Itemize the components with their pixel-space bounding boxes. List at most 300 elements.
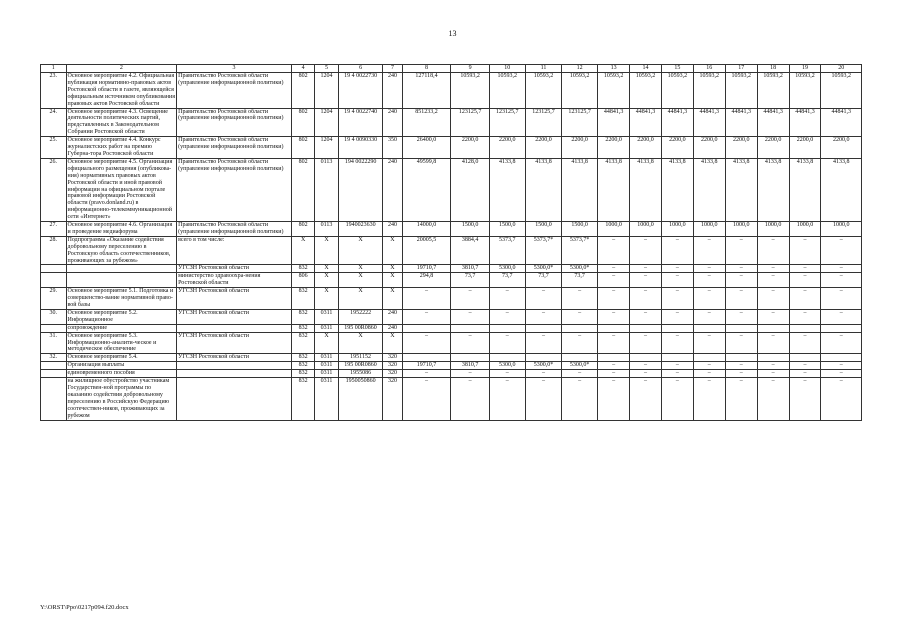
- table-cell: –: [693, 362, 725, 370]
- table-cell: 832: [291, 288, 314, 310]
- table-cell: 4128,0: [451, 158, 489, 221]
- table-row: [41, 378, 862, 420]
- table-cell: 10593,2: [821, 73, 862, 109]
- table-cell: 320: [383, 354, 402, 362]
- table-cell: –: [451, 288, 489, 310]
- table-cell: сопровождение: [66, 324, 177, 332]
- table-cell: 832: [291, 265, 314, 273]
- table-cell: 25.: [41, 137, 67, 159]
- table-row: [41, 236, 862, 265]
- table-cell: 14000,0: [402, 222, 451, 237]
- table-cell: 1500,0: [451, 222, 489, 237]
- table-cell: –: [598, 265, 630, 273]
- table-row: [41, 332, 862, 354]
- table-cell: 1000,0: [693, 222, 725, 237]
- table-cell: [41, 265, 67, 273]
- table-cell: –: [693, 309, 725, 324]
- table-cell: [693, 324, 725, 332]
- table-cell: Основное мероприятие 5.3. Информационно-аналити-ческое и методическое обеспечение: [66, 332, 177, 354]
- table-cell: 30.: [41, 309, 67, 324]
- table-row: [41, 309, 862, 324]
- table-cell: 2200,0: [489, 137, 525, 159]
- program-table: [40, 64, 862, 421]
- table-cell: 2200,0: [725, 137, 757, 159]
- table-cell: –: [489, 370, 525, 378]
- table-cell: 1000,0: [821, 222, 862, 237]
- table-cell: X: [383, 236, 402, 265]
- table-cell: –: [821, 236, 862, 265]
- table-cell: 1000,0: [661, 222, 693, 237]
- table-cell: Подпрограмма «Оказание содействия добровольному переселению в Ростовскую область соотечественников, проживающих за рубежом»: [66, 236, 177, 265]
- table-cell: 5300,0*: [562, 362, 598, 370]
- table-cell: 4133,8: [789, 158, 821, 221]
- table-cell: Основное мероприятие 4.5. Организация официального размещения (опубликова-ния) нормативных правовых актов Ростовской области и иной правовой информации на официальном портале правовой информации Ростовской области (pravo.donland.ru) в информационно-телекоммуникационной сети «Интернет»: [66, 158, 177, 221]
- table-cell: 4133,8: [821, 158, 862, 221]
- table-cell: 4133,8: [757, 158, 789, 221]
- table-cell: [630, 324, 662, 332]
- table-cell: 802: [291, 137, 314, 159]
- table-cell: Правительство Ростовской области (управление информационной политики): [177, 222, 292, 237]
- table-cell: УГСЗН Ростовской области: [177, 309, 292, 324]
- table-cell: –: [725, 265, 757, 273]
- table-cell: 802: [291, 108, 314, 137]
- table-cell: –: [789, 370, 821, 378]
- table-cell: –: [630, 332, 662, 354]
- table-cell: 123125,7: [562, 108, 598, 137]
- table-cell: 73,7: [489, 273, 525, 288]
- table-cell: –: [562, 309, 598, 324]
- table-cell: 32.: [41, 354, 67, 362]
- table-cell: 240: [383, 222, 402, 237]
- table-cell: 73,7: [451, 273, 489, 288]
- table-cell: 24.: [41, 108, 67, 137]
- table-cell: 2200,0: [821, 137, 862, 159]
- table-cell: –: [525, 332, 561, 354]
- table-cell: Правительство Ростовской области (управление информационной политики): [177, 137, 292, 159]
- table-cell: –: [757, 273, 789, 288]
- table-cell: –: [757, 370, 789, 378]
- table-cell: Основное мероприятие 4.2. Официальная публикация нормативно-правовых актов Ростовской области в газете, являющейся официальным источником опубликования правовых актов Ростовской области: [67, 73, 175, 107]
- table-cell: 127118,4: [402, 73, 451, 109]
- table-cell: 123125,7: [489, 108, 525, 137]
- table-cell: 2200,0: [562, 137, 598, 159]
- table-cell: [562, 324, 598, 332]
- table-cell: [451, 324, 489, 332]
- table-cell: –: [630, 378, 662, 420]
- table-cell: –: [661, 332, 693, 354]
- file-path-footer: Y:\ORST\Ppo\0217p094.f20.docx: [40, 604, 129, 611]
- column-number-7: 7: [383, 65, 402, 73]
- table-cell: 832: [291, 324, 314, 332]
- table-cell: –: [757, 332, 789, 354]
- table-cell: единовременного пособия: [66, 370, 177, 378]
- table-cell: 10593,2: [661, 73, 693, 109]
- table-cell: –: [693, 370, 725, 378]
- table-row: [41, 362, 862, 370]
- table-cell: 28.: [41, 236, 67, 265]
- table-cell: 1000,0: [757, 222, 789, 237]
- column-number-12: 12: [562, 65, 598, 73]
- table-cell: 320: [383, 378, 402, 420]
- table-cell: –: [821, 332, 862, 354]
- table-cell: [661, 324, 693, 332]
- table-cell: –: [489, 378, 525, 420]
- table-cell: –: [661, 288, 693, 310]
- column-number-9: 9: [451, 65, 489, 73]
- table-cell: –: [661, 362, 693, 370]
- column-number-3: 3: [177, 65, 292, 73]
- table-cell: 1951152: [338, 354, 383, 362]
- table-cell: –: [630, 236, 662, 265]
- table-cell: –: [757, 288, 789, 310]
- column-number-13: 13: [598, 65, 630, 73]
- table-cell: –: [402, 378, 451, 420]
- table-cell: [177, 362, 292, 370]
- table-cell: –: [693, 378, 725, 420]
- table-cell: 1000,0: [725, 222, 757, 237]
- table-cell: 5300,0*: [525, 362, 561, 370]
- table-cell: –: [821, 370, 862, 378]
- table-cell: 0113: [315, 158, 338, 221]
- table-cell: –: [693, 236, 725, 265]
- table-cell: –: [562, 370, 598, 378]
- table-cell: [821, 324, 862, 332]
- table-cell: –: [789, 273, 821, 288]
- table-cell: –: [757, 378, 789, 420]
- table-cell: –: [630, 370, 662, 378]
- table-cell: –: [789, 332, 821, 354]
- table-cell: 4133,8: [562, 158, 598, 221]
- table-cell: X: [315, 332, 338, 354]
- table-cell: –: [630, 309, 662, 324]
- table-cell: –: [725, 273, 757, 288]
- table-cell: –: [661, 378, 693, 420]
- table-cell: –: [402, 288, 451, 310]
- table-cell: 44841,3: [630, 108, 662, 137]
- table-cell: [402, 324, 451, 332]
- table-cell: [757, 324, 789, 332]
- table-cell: [177, 324, 292, 332]
- table-cell: –: [661, 236, 693, 265]
- table-cell: X: [338, 236, 383, 265]
- table-cell: Основное мероприятие 5.4.: [66, 354, 177, 362]
- table-cell: X: [291, 236, 314, 265]
- table-cell: –: [598, 362, 630, 370]
- table-cell: –: [821, 288, 862, 310]
- column-number-11: 11: [525, 65, 561, 73]
- table-cell: [525, 324, 561, 332]
- table-cell: [630, 354, 662, 362]
- table-cell: 0311: [315, 324, 338, 332]
- table-cell: –: [562, 332, 598, 354]
- table-cell: –: [789, 265, 821, 273]
- table-cell: 3810,7: [451, 265, 489, 273]
- table-cell: 5300,0: [489, 265, 525, 273]
- table-cell: 2200,0: [630, 137, 662, 159]
- table-cell: 10593,2: [725, 73, 757, 109]
- table-cell: 4133,8: [661, 158, 693, 221]
- table-cell: 10593,2: [598, 73, 630, 109]
- table-cell: –: [725, 378, 757, 420]
- table-cell: Основное мероприятие 4.6. Организация и проведение медиафорума: [66, 222, 177, 237]
- table-cell: 20005,5: [402, 236, 451, 265]
- table-cell: 1950050860: [338, 378, 383, 420]
- table-cell: 0311: [315, 362, 338, 370]
- table-cell: 5373,7*: [525, 236, 561, 265]
- table-cell: –: [562, 378, 598, 420]
- table-cell: [693, 354, 725, 362]
- table-cell: –: [693, 265, 725, 273]
- table-cell: Правительство Ростовской области (управление информационной политики): [177, 108, 292, 137]
- table-cell: [562, 354, 598, 362]
- table-cell: [402, 354, 451, 362]
- table-cell: –: [821, 309, 862, 324]
- table-cell: 1500,0: [525, 222, 561, 237]
- column-number-10: 10: [489, 65, 525, 73]
- table-cell: 3884,4: [451, 236, 489, 265]
- table-cell: Основное мероприятие 5.2. Информационное: [66, 309, 177, 324]
- table-cell: 44841,3: [789, 108, 821, 137]
- table-cell: УГСЗН Ростовской области: [177, 354, 292, 362]
- table-cell: –: [451, 332, 489, 354]
- table-cell: 2200,0: [757, 137, 789, 159]
- table-cell: –: [630, 288, 662, 310]
- column-number-20: 20: [821, 65, 862, 73]
- table-cell: [757, 354, 789, 362]
- table-cell: 123125,7: [525, 108, 561, 137]
- table-cell: 1204: [315, 73, 338, 109]
- table-cell: 294,8: [402, 273, 451, 288]
- table-cell: –: [598, 309, 630, 324]
- table-row: [41, 288, 862, 310]
- table-cell: всего в том числе:: [177, 236, 292, 265]
- table-cell: –: [757, 309, 789, 324]
- table-cell: [789, 324, 821, 332]
- column-number-17: 17: [725, 65, 757, 73]
- table-cell: 1204: [315, 137, 338, 159]
- table-cell: 1000,0: [598, 222, 630, 237]
- table-cell: 10593,2: [630, 73, 662, 109]
- table-cell: –: [789, 362, 821, 370]
- table-cell: 194 0022290: [338, 158, 383, 221]
- table-cell: [66, 265, 177, 273]
- table-cell: 4133,8: [598, 158, 630, 221]
- table-cell: X: [315, 273, 338, 288]
- table-cell: X: [338, 273, 383, 288]
- table-cell: 195 00R0860: [338, 324, 383, 332]
- table-cell: 320: [383, 370, 402, 378]
- table-cell: [489, 354, 525, 362]
- table-cell: –: [693, 332, 725, 354]
- table-cell: [451, 354, 489, 362]
- table-cell: УГСЗН Ростовской области: [177, 288, 292, 310]
- table-cell: –: [661, 309, 693, 324]
- table-row: [41, 273, 862, 288]
- table-cell: –: [489, 288, 525, 310]
- table-cell: 44841,3: [757, 108, 789, 137]
- table-cell: –: [725, 309, 757, 324]
- table-cell: –: [789, 309, 821, 324]
- table-cell: –: [489, 309, 525, 324]
- table-cell: министерство здравоохра-нения Ростовской области: [177, 273, 292, 288]
- table-cell: –: [725, 236, 757, 265]
- table-cell: 5373,7: [489, 236, 525, 265]
- table-cell: 123125,7: [451, 108, 489, 137]
- table-cell: –: [598, 288, 630, 310]
- table-cell: –: [821, 362, 862, 370]
- table-cell: –: [525, 309, 561, 324]
- table-cell: –: [661, 370, 693, 378]
- table-cell: [177, 378, 292, 420]
- table-cell: [789, 354, 821, 362]
- table-cell: X: [338, 332, 383, 354]
- table-cell: 802: [291, 73, 314, 109]
- table-cell: [41, 362, 67, 370]
- table-cell: –: [693, 288, 725, 310]
- table-cell: 5373,7*: [562, 236, 598, 265]
- table-row: [41, 108, 862, 137]
- table-cell: –: [789, 378, 821, 420]
- table-cell: 1204: [315, 108, 338, 137]
- table-cell: –: [725, 288, 757, 310]
- table-row: [41, 158, 862, 221]
- table-cell: 19 4 0022730: [338, 73, 383, 109]
- table-cell: –: [725, 332, 757, 354]
- table-cell: –: [630, 273, 662, 288]
- table-cell: 19710,7: [402, 265, 451, 273]
- table-cell: –: [630, 265, 662, 273]
- table-cell: –: [402, 332, 451, 354]
- table-cell: 23.: [41, 73, 67, 109]
- table-header-row: [41, 65, 862, 73]
- column-number-14: 14: [630, 65, 662, 73]
- table-cell: [725, 324, 757, 332]
- table-cell: 4133,8: [525, 158, 561, 221]
- table-cell: [41, 378, 67, 420]
- table-cell: 5300,0*: [525, 265, 561, 273]
- table-cell: 2200,0: [789, 137, 821, 159]
- table-cell: 1952222: [338, 309, 383, 324]
- table-cell: 832: [291, 362, 314, 370]
- table-cell: 1500,0: [562, 222, 598, 237]
- table-row: [41, 324, 862, 332]
- table-cell: –: [562, 288, 598, 310]
- table-cell: 832: [291, 309, 314, 324]
- table-cell: УГСЗН Ростовской области: [177, 265, 292, 273]
- table-cell: X: [315, 236, 338, 265]
- table-cell: 19 4 0022740: [338, 108, 383, 137]
- table-cell: 320: [383, 362, 402, 370]
- table-cell: 195 00R0860: [338, 362, 383, 370]
- table-cell: –: [757, 236, 789, 265]
- table-row: [41, 354, 862, 362]
- table-cell: 44841,3: [725, 108, 757, 137]
- table-cell: X: [383, 332, 402, 354]
- table-cell: –: [451, 309, 489, 324]
- table-cell: 240: [383, 324, 402, 332]
- table-cell: 2200,0: [451, 137, 489, 159]
- table-cell: –: [693, 273, 725, 288]
- column-number-18: 18: [757, 65, 789, 73]
- column-number-19: 19: [789, 65, 821, 73]
- table-cell: [598, 354, 630, 362]
- table-cell: 19 4 0090330: [338, 137, 383, 159]
- table-cell: 10593,2: [562, 73, 598, 109]
- table-cell: –: [525, 288, 561, 310]
- table-cell: 0311: [315, 309, 338, 324]
- table-cell: 2200,0: [598, 137, 630, 159]
- table-cell: X: [315, 265, 338, 273]
- table-cell: X: [383, 288, 402, 310]
- table-cell: 0311: [315, 370, 338, 378]
- table-cell: 10593,2: [789, 73, 821, 109]
- table-cell: 5300,0*: [562, 265, 598, 273]
- column-number-1: 1: [41, 65, 67, 73]
- table-cell: –: [489, 332, 525, 354]
- column-number-2: 2: [66, 65, 177, 73]
- table-cell: на жилищное обустройство участникам Государствен-ной программы по оказанию содействия добровольному переселению в Российскую Федерацию соотечествен-ников, проживающих за рубежом: [66, 378, 177, 420]
- table-cell: 1940023630: [338, 222, 383, 237]
- table-cell: 240: [383, 158, 402, 221]
- table-cell: [177, 370, 292, 378]
- table-cell: 1500,0: [489, 222, 525, 237]
- table-cell: X: [338, 265, 383, 273]
- table-cell: 26400,0: [402, 137, 451, 159]
- column-number-15: 15: [661, 65, 693, 73]
- table-cell: Основное мероприятие 4.4. Конкурс журналистских работ на премию Губерна-тора Ростовской области: [66, 137, 177, 159]
- table-cell: 2200,0: [661, 137, 693, 159]
- table-cell: X: [315, 288, 338, 310]
- table-cell: 27.: [41, 222, 67, 237]
- table-cell: 10593,2: [693, 73, 725, 109]
- table-cell: 10593,2: [489, 73, 525, 109]
- table-cell: X: [383, 265, 402, 273]
- table-cell: 10593,2: [525, 73, 561, 109]
- table-cell: [66, 273, 177, 288]
- table-cell: [41, 273, 67, 288]
- table-cell: 29.: [41, 288, 67, 310]
- table-cell: 240: [383, 73, 402, 109]
- table-cell: 44841,3: [598, 108, 630, 137]
- column-number-16: 16: [693, 65, 725, 73]
- table-cell: 4133,8: [693, 158, 725, 221]
- table-cell: 44841,3: [821, 108, 862, 137]
- table-cell: 851233,2: [402, 108, 451, 137]
- table-cell: [598, 324, 630, 332]
- table-cell: 4133,8: [630, 158, 662, 221]
- table-cell: Основное мероприятие 4.3. Освещение деятельности политических партий, представленных в Законодательном Собрании Ростовской области: [66, 108, 177, 137]
- table-cell: –: [598, 332, 630, 354]
- table-cell: [661, 354, 693, 362]
- table-cell: 4133,8: [489, 158, 525, 221]
- table-cell: 832: [291, 354, 314, 362]
- table-row: [41, 370, 862, 378]
- table-cell: 1955086: [338, 370, 383, 378]
- table-cell: [525, 354, 561, 362]
- table-cell: 0113: [315, 222, 338, 237]
- table-row: [41, 265, 862, 273]
- table-cell: –: [757, 362, 789, 370]
- table-cell: 2200,0: [693, 137, 725, 159]
- table-cell: 0311: [315, 354, 338, 362]
- table-cell: –: [598, 370, 630, 378]
- table-cell: –: [525, 378, 561, 420]
- table-cell: Организация выплаты: [66, 362, 177, 370]
- table-row: [41, 222, 862, 237]
- table-cell: 350: [383, 137, 402, 159]
- table-cell: –: [789, 288, 821, 310]
- table-row: [41, 73, 862, 109]
